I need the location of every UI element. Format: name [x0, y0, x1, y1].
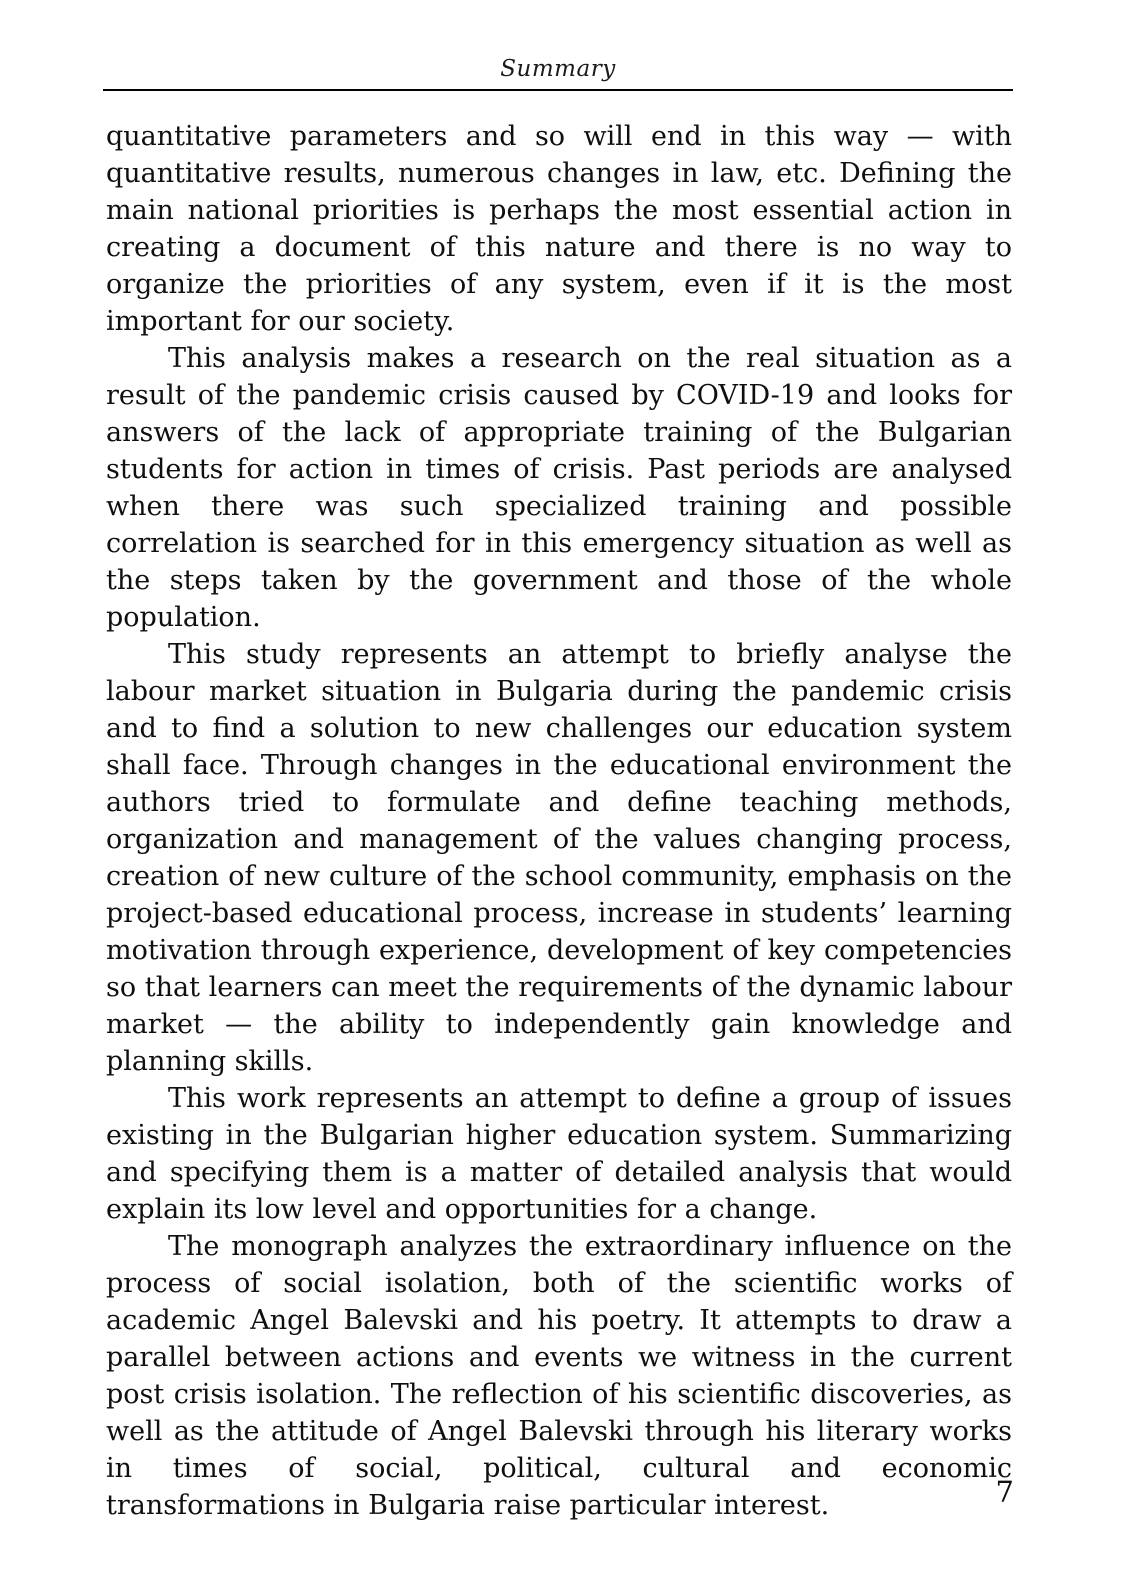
running-title: Summary — [500, 56, 616, 82]
paragraph: The monograph analyzes the extraordinary influence on the process of social isolation, both of the scientific works of academic Angel Balevski and his poetry. It attempts to draw a parallel between actions and events we witness in the current post crisis isolation. The reflection of his scientific discoveries, as well as the attitude of Angel Balevski through his literary works in times of social, political, cultural and economic transformations in Bulgaria raise particular interest. — [106, 1231, 1012, 1521]
body-text — [106, 118, 1012, 1524]
paragraph: This analysis makes a research on the real situation as a result of the pandemic crisis caused by COVID-19 and looks for answers of the lack of appropriate training of the Bulgarian students for action in times of crisis. Past periods are analysed when there was such specialized training and possible correlation is searched for in this emergency situation as well as the steps taken by the government and those of the whole population. — [106, 343, 1012, 633]
page-number: 7 — [995, 1475, 1014, 1509]
paragraph-continuation: quantitative parameters and so will end in this way — with quantitative results, numerous changes in law, etc. Defining the main national priorities is perhaps the most essential action in creating a document of this nature and there is no way to organize the priorities of any system, even if it is the most important for our society. — [106, 121, 1012, 337]
paragraph: This work represents an attempt to define a group of issues existing in the Bulgarian higher education system. Summarizing and specifying them is a matter of detailed analysis that would explain its low level and opportunities for a change. — [106, 1083, 1012, 1225]
header-rule — [103, 89, 1013, 91]
page-header — [103, 56, 1013, 91]
paragraph: This study represents an attempt to briefly analyse the labour market situation in Bulgaria during the pandemic crisis and to find a solution to new challenges our education system shall face. Through changes in the educational environment the authors tried to formulate and define teaching methods, organization and management of the values changing process, creation of new culture of the school community, emphasis on the project-based educational process, increase in students’ learning motivation through experience, development of key competencies so that learners can meet the requirements of the dynamic labour market — the ability to independently gain knowledge and planning skills. — [106, 639, 1012, 1077]
